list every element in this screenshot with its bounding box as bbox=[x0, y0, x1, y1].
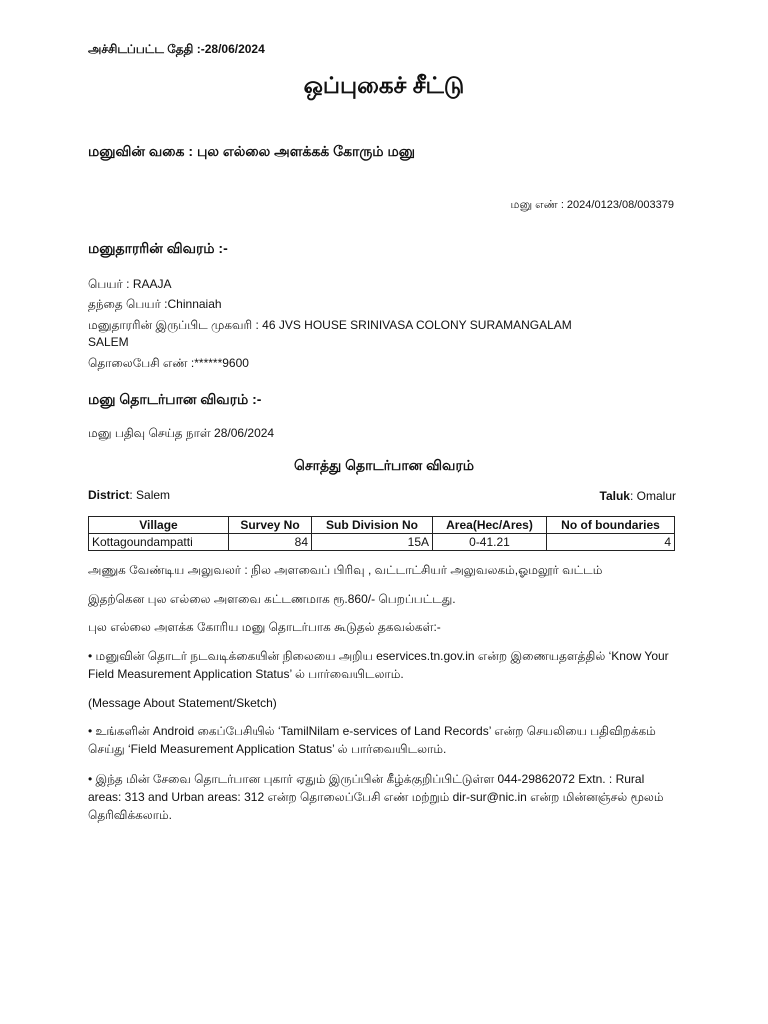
applicant-address-line2: SALEM bbox=[88, 335, 129, 349]
application-section-heading: மனு தொடர்பான விவரம் :- bbox=[88, 391, 262, 407]
col-survey-no: Survey No bbox=[229, 517, 312, 534]
property-section-heading: சொத்து தொடர்பான விவரம் bbox=[294, 457, 474, 473]
applicant-section-heading: மனுதாரரின் விவரம் :- bbox=[88, 240, 228, 256]
taluk bbox=[600, 489, 676, 503]
cell-area: 0-41.21 bbox=[433, 534, 547, 551]
cell-sub-division: 15A bbox=[312, 534, 433, 551]
taluk-label: Taluk bbox=[599, 489, 630, 503]
property-table bbox=[88, 516, 675, 551]
applicant-phone: தொலைபேசி எண் :******9600 bbox=[88, 356, 249, 370]
col-sub-division: Sub Division No bbox=[312, 517, 433, 534]
print-date: அச்சிடப்பட்ட தேதி :-28/06/2024 bbox=[88, 42, 265, 56]
office-to-approach: அணுக வேண்டிய அலுவலர் : நில அளவைப் பிரிவு , வட்டாட்சியர் அலுவலகம்,ஓமலூர் வட்டம் bbox=[88, 563, 603, 577]
complaint-contact-note: • இந்த மின் சேவை தொடர்பான புகார் ஏதும் இருப்பின் கீழ்க்குறிப்பிட்டுள்ள 044-29862072 Extn. : Rural areas: 313 and Urban areas: 312 என்ற தொலைப்பேசி எண் மற்றும் dir-sur@nic.in என்ற மின்னஞ்சல் மூலம் தெரிவிக்கலாம். bbox=[88, 772, 664, 822]
page-title: ஒப்புகைச் சீட்டு bbox=[303, 72, 465, 98]
taluk-value: : Omalur bbox=[629, 489, 676, 503]
applicant-name: பெயர் : RAAJA bbox=[88, 277, 172, 291]
applicant-father-name: தந்தை பெயர் :Chinnaiah bbox=[88, 297, 222, 311]
district-label: District bbox=[88, 488, 130, 502]
fee-paid: இதற்கென புல எல்லை அளவை கட்டணமாக ரூ.860/- பெறப்பட்டது. bbox=[88, 592, 456, 606]
android-app-note: • உங்களின் Android கைப்பேசியில் ‘TamilNilam e-services of Land Records’ என்ற செயலியை பதிவிறக்கம் செய்து ‘Field Measurement Application Status’ ல் பார்வையிடலாம். bbox=[88, 724, 656, 756]
col-boundaries: No of boundaries bbox=[547, 517, 675, 534]
district-value: : Salem bbox=[129, 488, 171, 502]
statement-sketch-note: (Message About Statement/Sketch) bbox=[88, 696, 277, 710]
table-row bbox=[89, 534, 675, 551]
cell-boundaries: 4 bbox=[547, 534, 675, 551]
district bbox=[88, 488, 170, 502]
applicant-address-line1: மனுதாரரின் இருப்பிட முகவரி : 46 JVS HOUSE SRINIVASA COLONY SURAMANGALAM bbox=[88, 318, 572, 332]
application-registered-date: மனு பதிவு செய்த நாள் 28/06/2024 bbox=[88, 426, 275, 440]
application-number: மனு எண் : 2024/0123/08/003379 bbox=[510, 199, 674, 211]
cell-village: Kottagoundampatti bbox=[89, 534, 229, 551]
application-type: மனுவின் வகை : புல எல்லை அளக்கக் கோரும் மனு bbox=[88, 143, 415, 159]
table-header-row bbox=[89, 517, 675, 534]
additional-info-heading: புல எல்லை அளக்க கோரிய மனு தொடர்பாக கூடுதல் தகவல்கள்:- bbox=[88, 620, 441, 634]
cell-survey-no: 84 bbox=[229, 534, 312, 551]
status-website-note: • மனுவின் தொடர் நடவடிக்கையின் நிலையை அறிய eservices.tn.gov.in என்ற இணையதளத்தில் ‘Know Your Field Measurement Application Status’ ல் பார்வையிடலாம். bbox=[88, 649, 669, 681]
col-village: Village bbox=[89, 517, 229, 534]
col-area: Area(Hec/Ares) bbox=[433, 517, 547, 534]
